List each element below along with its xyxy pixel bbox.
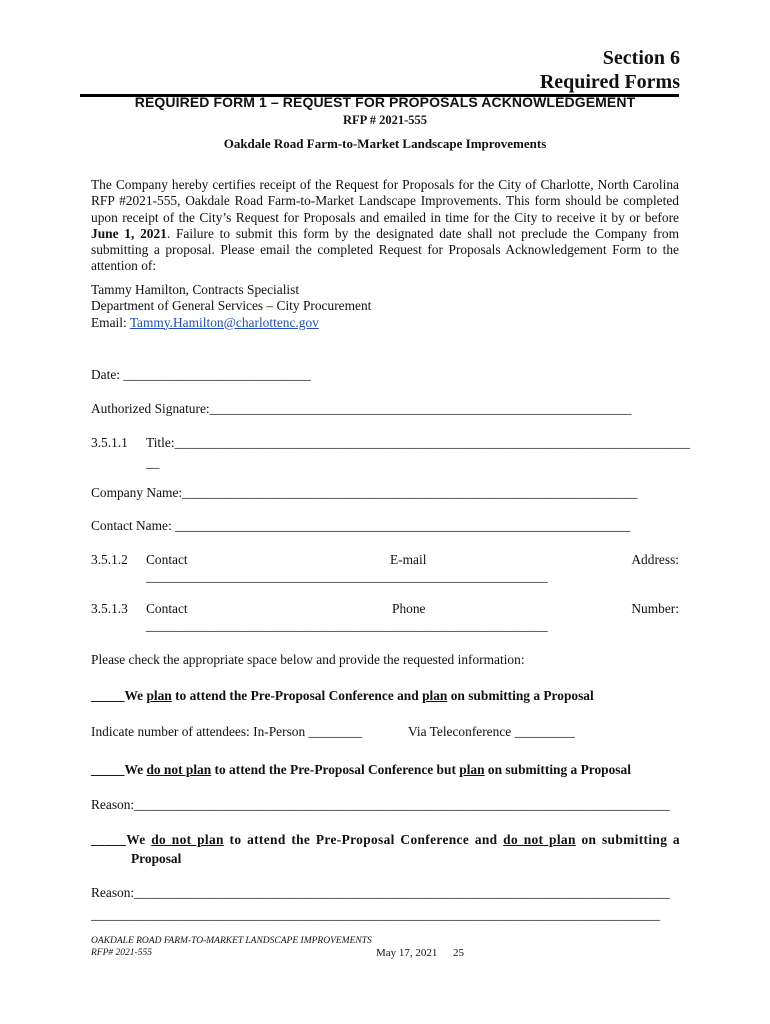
teleconference-count-field[interactable]: _________	[514, 724, 575, 739]
form-title: REQUIRED FORM 1 – REQUEST FOR PROPOSALS ACKNOWLEDGEMENT	[134, 94, 636, 110]
option1-checkbox-blank[interactable]: _____	[91, 688, 125, 703]
phone-section-number: 3.5.1.3	[91, 601, 128, 616]
option2-text-2: to attend the Pre-Proposal Conference but	[211, 762, 460, 777]
phone-label-number: Number:	[631, 601, 679, 616]
contact-email-field[interactable]: ____________________________________________________________	[146, 569, 548, 584]
project-title: Oakdale Road Farm-to-Market Landscape Improvements	[223, 136, 547, 151]
email-label-address: Address:	[631, 552, 679, 567]
option2-checkbox-blank[interactable]: _____	[91, 762, 125, 777]
option2-text-1: We	[124, 762, 147, 777]
email-link[interactable]: Tammy.Hamilton@charlottenc.gov	[129, 314, 319, 330]
footer-rfp: RFP# 2021-555	[91, 948, 152, 958]
company-name-field[interactable]: Company Name:____________________________________________________________________	[91, 485, 638, 500]
option1-underline-2: plan	[422, 688, 448, 703]
option-no-attend-no-submit	[91, 832, 680, 848]
contact-department: Department of General Services – City Procurement	[91, 298, 372, 314]
reason-field-1[interactable]: Reason:________________________________________________________________________________	[91, 797, 670, 812]
rfp-number: RFP # 2021-555	[342, 113, 428, 127]
teleconference-row	[408, 724, 575, 740]
section-name: Required Forms	[539, 71, 680, 93]
section-number: Section 6	[602, 47, 680, 69]
option3-text-1: We	[126, 832, 152, 847]
reason-field-2[interactable]: Reason:________________________________________________________________________________	[91, 885, 670, 900]
option3-continuation: Proposal	[131, 851, 182, 866]
email-label-email: E-mail	[390, 552, 427, 567]
option1-text-1: We	[124, 688, 147, 703]
section-heading	[540, 46, 680, 94]
option2-underline-1: do not plan	[146, 762, 212, 777]
signature-field[interactable]: Authorized Signature:_______________________________________________________________	[91, 401, 632, 416]
reason-field-2-continuation[interactable]: _____________________________________________________________________________________	[91, 907, 661, 922]
email-label-contact: Contact	[146, 552, 188, 567]
contact-email-row	[91, 315, 371, 331]
due-date: June 1, 2021	[91, 225, 167, 241]
footer-date: May 17, 2021	[376, 947, 438, 959]
page-number: 25	[453, 947, 464, 959]
title-field-continuation: __	[146, 455, 160, 470]
option1-underline-1: plan	[146, 688, 172, 703]
teleconference-label: Via Teleconference	[408, 724, 515, 739]
option3-checkbox-blank[interactable]: _____	[91, 832, 127, 847]
email-label: Email:	[91, 314, 130, 330]
option2-text-3: on submitting a Proposal	[484, 762, 631, 777]
phone-label-phone: Phone	[392, 601, 426, 616]
contact-name: Tammy Hamilton, Contracts Specialist	[91, 282, 300, 297]
contact-phone-field[interactable]: ____________________________________________________________	[146, 618, 548, 633]
option3-text-2: to attend the Pre-Proposal Conference and	[223, 832, 504, 847]
option3-underline-2: do not plan	[503, 832, 576, 847]
option-no-attend-submit	[91, 762, 631, 778]
option1-text-2: to attend the Pre-Proposal Conference and	[171, 688, 423, 703]
in-person-label: Indicate number of attendees: In-Person	[91, 724, 309, 739]
footer-project: OAKDALE ROAD FARM-TO-MARKET LANDSCAPE IMPROVEMENTS	[91, 936, 372, 946]
date-field[interactable]: Date: ____________________________	[91, 367, 311, 382]
contact-name-field[interactable]: Contact Name: ____________________________________________________________________	[91, 518, 631, 533]
intro-paragraph	[91, 177, 679, 275]
option-plan-attend	[91, 688, 594, 704]
contact-block	[91, 282, 371, 331]
option3-text-3: on submitting a	[575, 832, 680, 847]
attendees-row	[91, 724, 362, 740]
email-section-number: 3.5.1.2	[91, 552, 128, 567]
option1-text-3: on submitting a Proposal	[447, 688, 594, 703]
option2-underline-2: plan	[459, 762, 485, 777]
intro-text-2: . Failure to submit this form by the designated date shall not preclude the Company from submitting a proposal. Please email the completed Request for Proposals Acknowledgement Form to the attention of:	[91, 225, 679, 274]
check-instructions: Please check the appropriate space below and provide the requested information:	[91, 652, 525, 667]
intro-text-1: The Company hereby certifies receipt of the Request for Proposals for the City of Charlotte, North Carolina RFP #2021-555, Oakdale Road Farm-to-Market Landscape Improvements. This form should be completed upon receipt of the City’s Request for Proposals and emailed in time for the City to receive it by or before	[91, 177, 679, 225]
in-person-count-field[interactable]: ________	[308, 724, 363, 739]
title-section-number: 3.5.1.1	[91, 435, 128, 450]
option3-underline-1: do not plan	[151, 832, 224, 847]
title-field[interactable]: Title:_____________________________________________________________________________	[146, 435, 691, 450]
phone-label-contact: Contact	[146, 601, 188, 616]
